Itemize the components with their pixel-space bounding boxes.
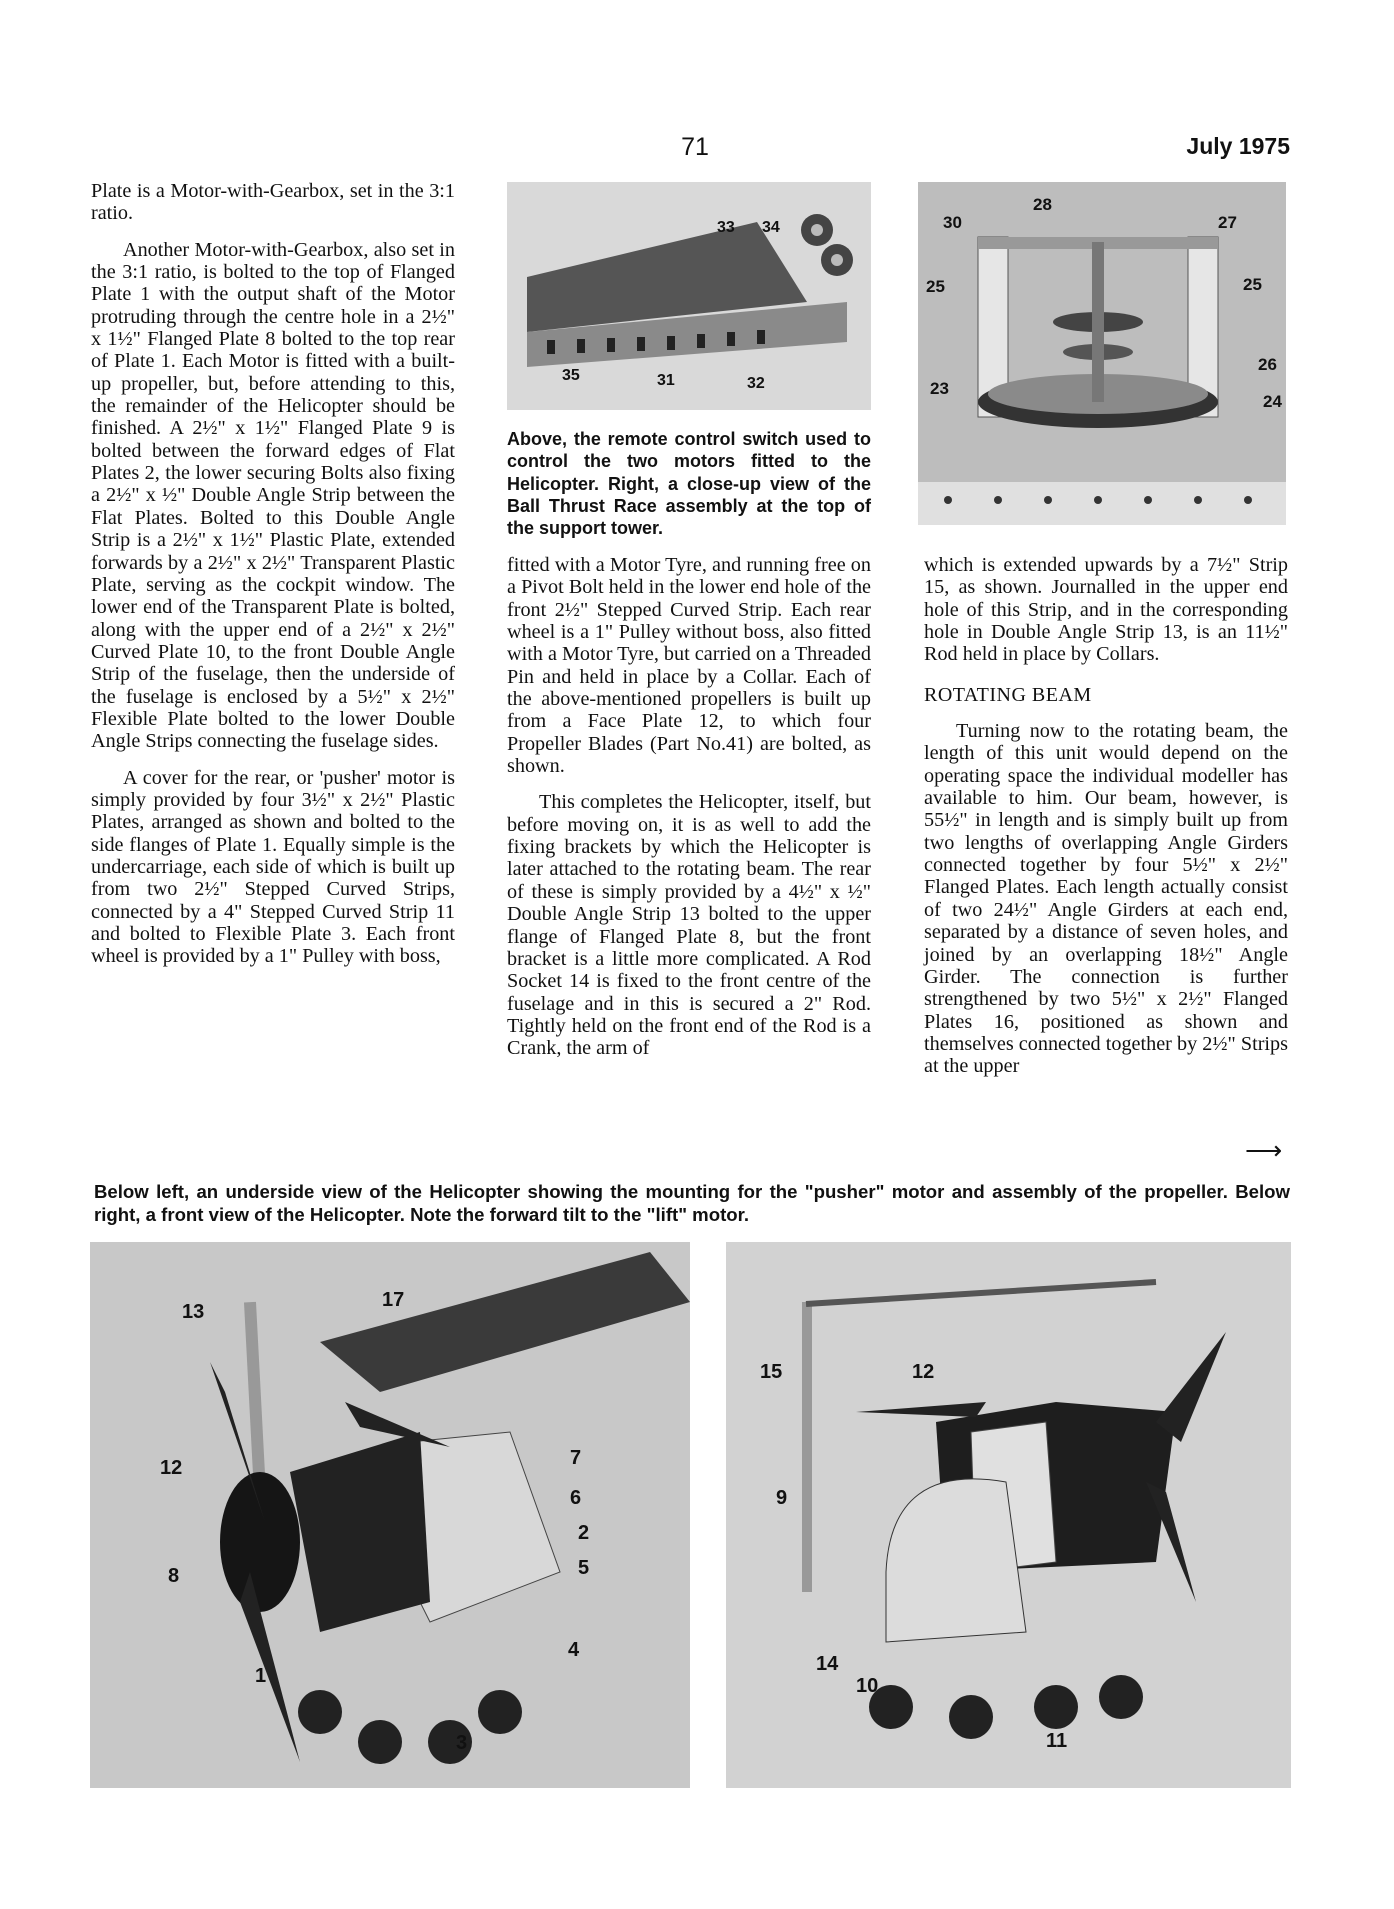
continue-arrow-icon: ⟶ xyxy=(1245,1136,1283,1165)
photo-label: 25 xyxy=(926,277,945,296)
photo-label: 31 xyxy=(657,372,675,389)
paragraph: Turning now to the rotating beam, the length of this unit would depend on the operating space the individual modeller has available to him. Our beam, however, is 55½" in length and is simply built up from two lengths of overlapping Angle Girders connected together by four 5½" x 2½" Flanged Plates. Each length actually consist of two 24½" Angle Girders at each end, separated by a distance of seven holes, and joined by an overlapping 18½" Angle Girder. The connection is further strengthened by two 5½" x 2½" Flanged Plates 16, positioned as shown and themselves connected together by 2½" Strips at the upper xyxy=(924,720,1288,1078)
photo-label: 35 xyxy=(562,367,580,384)
paragraph: This completes the Helicopter, itself, but before moving on, it is as well to add the fixing brackets by which the Helicopter is later attached to the rotating beam. The rear of these is simply provided by a 4½" x ½" Double Angle Strip 13 bolted to the upper flange of Flanged Plate 8, but the front bracket is a little more complicated. A Rod Socket 14 is fixed to the front centre of the fuselage and in this is secured a 2" Rod. Tightly held on the front end of the Rod is a Crank, the arm of xyxy=(507,791,871,1060)
photo-label: 10 xyxy=(856,1675,879,1697)
photo-label: 17 xyxy=(382,1289,405,1311)
photo-label: 34 xyxy=(762,219,780,236)
photo-label: 25 xyxy=(1243,275,1262,294)
photo-label: 30 xyxy=(943,213,962,232)
photo-label: 13 xyxy=(182,1301,205,1323)
photo-remote-switch xyxy=(507,182,871,410)
photo-label: 8 xyxy=(168,1565,180,1587)
photo-label: 26 xyxy=(1258,355,1277,374)
text-column-3 xyxy=(924,554,1288,1078)
photo-underside-view xyxy=(90,1242,690,1788)
photo-label: 5 xyxy=(578,1557,590,1579)
photo-label: 6 xyxy=(570,1487,582,1509)
paragraph: which is extended upwards by a 7½" Strip 15, as shown. Journalled in the upper end hole of this Strip, and in the corresponding hole in Double Angle Strip 13, is an 11½" Rod held in place by Collars. xyxy=(924,554,1288,666)
photo-label: 33 xyxy=(717,219,735,236)
caption-switch-and-race: Above, the remote control switch used to control the two motors fitted to the Helicopter. Right, a close-up view of the Ball Thrust Race assembly at the top of the support tower. xyxy=(507,429,871,539)
issue-date: July 1975 xyxy=(1186,133,1290,159)
photo-label: 3 xyxy=(456,1732,468,1754)
photo-label: 12 xyxy=(912,1361,935,1383)
text-column-1 xyxy=(91,180,455,968)
photo-ball-thrust-race xyxy=(918,182,1286,525)
photo-label: 4 xyxy=(568,1639,580,1661)
photo-label: 7 xyxy=(570,1447,582,1469)
section-heading: ROTATING BEAM xyxy=(924,683,1092,706)
photo-label: 14 xyxy=(816,1653,839,1675)
text-column-2 xyxy=(507,554,871,1060)
photo-label: 12 xyxy=(160,1457,183,1479)
photo-label: 27 xyxy=(1218,213,1237,232)
page-number: 71 xyxy=(681,133,709,161)
photo-label: 1 xyxy=(255,1665,267,1687)
photo-label: 24 xyxy=(1263,392,1282,411)
photo-label: 2 xyxy=(578,1522,590,1544)
photo-label: 28 xyxy=(1033,195,1052,214)
paragraph: Another Motor-with-Gearbox, also set in the 3:1 ratio, is bolted to the top of Flanged Plate 1 with the output shaft of the Motor protruding through the centre hole in a 2½" x 1½" Flanged Plate 8 bolted to the top rear of Plate 1. Each Motor is fitted with a built-up propeller, but, before attending to this, the remainder of the Helicopter should be finished. A 2½" x 1½" Flanged Plate 9 is bolted between the forward edges of Flat Plates 2, the lower securing Bolts also fixing a 2½" x ½" Double Angle Strip between the Flat Plates. Bolted to this Double Angle Strip is a 2½" x 1½" Plastic Plate, extended forwards by a 2½" x 2½" Transparent Plastic Plate, serving as the cockpit window. The lower end of the Transparent Plate is bolted, along with the upper end of a 2½" x 2½" Curved Plate 10, to the front Double Angle Strip of the fuselage, then the underside of the fuselage is enclosed by a 5½" x 2½" Flexible Plate bolted to the lower Double Angle Strips connecting the fuselage sides. xyxy=(91,238,455,753)
photo-label: 23 xyxy=(930,379,949,398)
caption-helicopter-views: Below left, an underside view of the Helicopter showing the mounting for the "pusher" motor and assembly of the propeller. Below right, a front view of the Helicopter. Note the forward tilt to the "lift" motor. xyxy=(94,1181,1290,1225)
photo-label: 9 xyxy=(776,1487,788,1509)
photo-label: 15 xyxy=(760,1361,783,1383)
photo-label: 11 xyxy=(1046,1730,1068,1752)
paragraph: A cover for the rear, or 'pusher' motor is simply provided by four 3½" x 2½" Plastic Plates, arranged as shown and bolted to the side flanges of Plate 1. Equally simple is the undercarriage, each side of which is built up from two 2½" Stepped Curved Strips, connected by a 4" Stepped Curved Strip 11 and bolted to Flexible Plate 3. Each front wheel is provided by a 1" Pulley with boss, xyxy=(91,766,455,968)
photo-label: 32 xyxy=(747,375,765,392)
paragraph: fitted with a Motor Tyre, and running free on a Pivot Bolt held in the lower end hole of the front 2½" Stepped Curved Strip. Each rear wheel is a 1" Pulley without boss, also fitted with a Motor Tyre, but carried on a Threaded Pin and held in place by a Collar. Each of the above-mentioned propellers is built up from a Face Plate 12, to which four Propeller Blades (Part No.41) are bolted, as shown. xyxy=(507,554,871,778)
photo-front-view xyxy=(726,1242,1291,1788)
paragraph: Plate is a Motor-with-Gearbox, set in the 3:1 ratio. xyxy=(91,180,455,225)
